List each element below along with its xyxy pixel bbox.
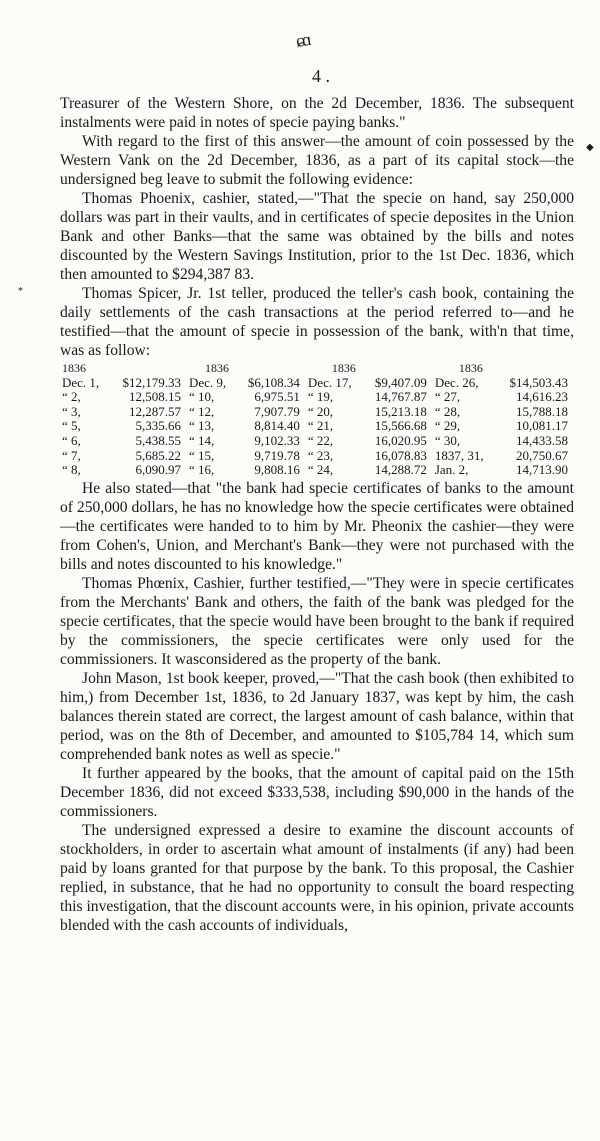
ledger-amount: 5,438.55 <box>135 432 181 448</box>
ledger-date: “ 20, <box>307 403 334 419</box>
paragraph: The undersigned expressed a desire to examine the discount accounts of stockholders, in order to ascertain what amount of instalments (if any) had been paid by loans granted for that purpose by the bank. To this proposal, the Cashier replied, in substance, that he had no opportunity to consult the board respecting this investigation, that the discount accounts were, in his opinion, private accounts blended with the cash accounts of individuals, <box>60 821 574 934</box>
paragraph: Treasurer of the Western Shore, on the 2d December, 1836. The subsequent instalments were paid in notes of specie paying banks." <box>60 95 574 131</box>
ledger-amount: 9,808.16 <box>254 462 300 478</box>
ledger-amount: 9,102.33 <box>254 432 300 448</box>
ledger-amount: 14,616.23 <box>516 389 568 405</box>
ledger-amount: 14,433.58 <box>516 432 568 448</box>
ledger-row <box>60 376 574 391</box>
ledger-amount: $9,407.09 <box>374 374 427 390</box>
ledger-amount: 9,719.78 <box>254 447 300 463</box>
ledger-date: Dec. 9, <box>188 374 227 390</box>
ledger-amount: 14,767.87 <box>374 389 427 405</box>
cash-ledger-table <box>60 361 574 478</box>
ledger-date: “ 15, <box>188 447 215 463</box>
paragraph: John Mason, 1st book keeper, proved,—"That the cash book (then exhibited to him,) from December 1st, 1836, to 2d January 1837, was kept by him, the cash balances therein stated are correct, the largest amount of cash balance, within that period, was on the 8th of December, and amounted to $105,784 14, which sum comprehended bank notes as well as specie." <box>60 669 574 763</box>
ledger-date: “ 19, <box>307 389 334 405</box>
ledger-row <box>60 434 574 449</box>
ledger-date: “ 23, <box>307 447 334 463</box>
ledger-row <box>60 390 574 405</box>
ledger-amount: 5,685.22 <box>135 447 181 463</box>
ledger-date: “ 8, <box>62 462 81 478</box>
ledger-amount: 16,020.95 <box>374 432 427 448</box>
ledger-amount: 15,213.18 <box>374 403 427 419</box>
ledger-date: “ 29, <box>434 418 461 434</box>
ledger-date: “ 6, <box>62 432 81 448</box>
ledger-year-row <box>60 361 574 376</box>
ledger-year: 1836 <box>62 361 86 375</box>
ledger-date: “ 14, <box>188 432 215 448</box>
ledger-amount: 15,566.68 <box>374 418 427 434</box>
ledger-year: 1836 <box>458 361 483 375</box>
ledger-amount: 5,335.66 <box>135 418 181 434</box>
ledger-date: “ 12, <box>188 403 215 419</box>
ledger-date: “ 5, <box>62 418 81 434</box>
paragraph: Thomas Spicer, Jr. 1st teller, produced the teller's cash book, containing the daily settlements of the cash transactions at the period referred to—and he testified—that the amount of specie in possession of the bank, with'n that time, was as follow: <box>60 285 574 359</box>
ledger-date: “ 3, <box>62 403 81 419</box>
paragraph: It further appeared by the books, that the amount of capital paid on the 15th December 1836, did not exceed $333,538, including $90,000 in the hands of the commissioners. <box>60 764 574 820</box>
ledger-amount: 20,750.67 <box>516 447 568 463</box>
ledger-date: Dec. 1, <box>62 374 100 390</box>
ledger-amount: $14,503.43 <box>509 374 568 390</box>
ledger-amount: 7,907.79 <box>254 403 300 419</box>
ledger-amount: 14,713.90 <box>516 462 568 478</box>
ledger-amount: 8,814.40 <box>254 418 300 434</box>
ledger-amount: 10,081.17 <box>516 418 568 434</box>
paragraph: Thomas Phœnix, Cashier, further testified,—"They were in specie certificates from the Merchants' Bank and others, the faith of the bank was pledged for the specie certificates, that the specie would have been brought to the bank if required by the commissioners, the specie certificates were only used for the commissioners. It wasconsidered as the property of the bank. <box>60 574 574 668</box>
ledger-row <box>60 449 574 464</box>
ledger-date: “ 7, <box>62 447 81 463</box>
ledger-date: “ 21, <box>307 418 334 434</box>
ledger-amount: 14,288.72 <box>374 462 427 478</box>
ledger-year: 1836 <box>331 361 356 375</box>
page-body <box>60 94 574 935</box>
margin-mark: ◆ <box>586 142 594 153</box>
ledger-amount: 6,090.97 <box>135 462 181 478</box>
ledger-amount: 15,788.18 <box>516 403 568 419</box>
paragraph: He also stated—that "the bank had specie certificates of banks to the amount of 250,000 dollars, he has no knowledge how the specie certificates were obtained—the certificates were handed to to him by Mr. Pheonix the cashier—they were from Cohen's, Union, and Merchant's Bank—they were not purchased with the bills and notes discounted to his knowledge." <box>60 479 574 573</box>
ledger-date: “ 2, <box>62 389 81 405</box>
ledger-amount: 16,078.83 <box>374 447 427 463</box>
ledger-amount: $6,108.34 <box>247 374 300 390</box>
ledger-date: “ 24, <box>307 462 334 478</box>
page-number: 4 . <box>312 66 330 86</box>
ledger-date: “ 10, <box>188 389 215 405</box>
ledger-amount: 6,975.51 <box>254 389 300 405</box>
ledger-date: “ 28, <box>434 403 461 419</box>
ledger-date: 1837, 31, <box>434 447 484 463</box>
ledger-date: Dec. 26, <box>434 374 479 390</box>
ledger-date: Jan. 2, <box>434 462 469 478</box>
ledger-date: “ 22, <box>307 432 334 448</box>
margin-mark: * <box>18 286 23 297</box>
ledger-year: 1836 <box>204 361 229 375</box>
printer-ornament: ɕɑ <box>294 29 311 51</box>
ledger-date: Dec. 17, <box>307 374 352 390</box>
ledger-amount: 12,508.15 <box>128 389 181 405</box>
ledger-row <box>60 463 574 478</box>
paragraph: With regard to the first of this answer—the amount of coin possessed by the Western Vank on the 2d December, 1836, as a part of its capital stock—the undersigned beg leave to submit the following evidence: <box>60 133 574 188</box>
paragraph: Thomas Phoenix, cashier, stated,—"That the specie on hand, say 250,000 dollars was part in their vaults, and in certificates of specie deposites in the Union Bank and other Banks—that the same was obtained by the bills and notes discounted by the Western Savings Institution, prior to the 1st Dec. 1836, which then amounted to $294,387 83. <box>60 190 574 283</box>
ledger-amount: 12,287.57 <box>128 403 181 419</box>
ledger-date: “ 30, <box>434 432 461 448</box>
ledger-row <box>60 405 574 420</box>
ledger-row <box>60 419 574 434</box>
ledger-amount: $12,179.33 <box>122 374 181 390</box>
ledger-date: “ 16, <box>188 462 215 478</box>
ledger-date: “ 27, <box>434 389 461 405</box>
ledger-date: “ 13, <box>188 418 215 434</box>
